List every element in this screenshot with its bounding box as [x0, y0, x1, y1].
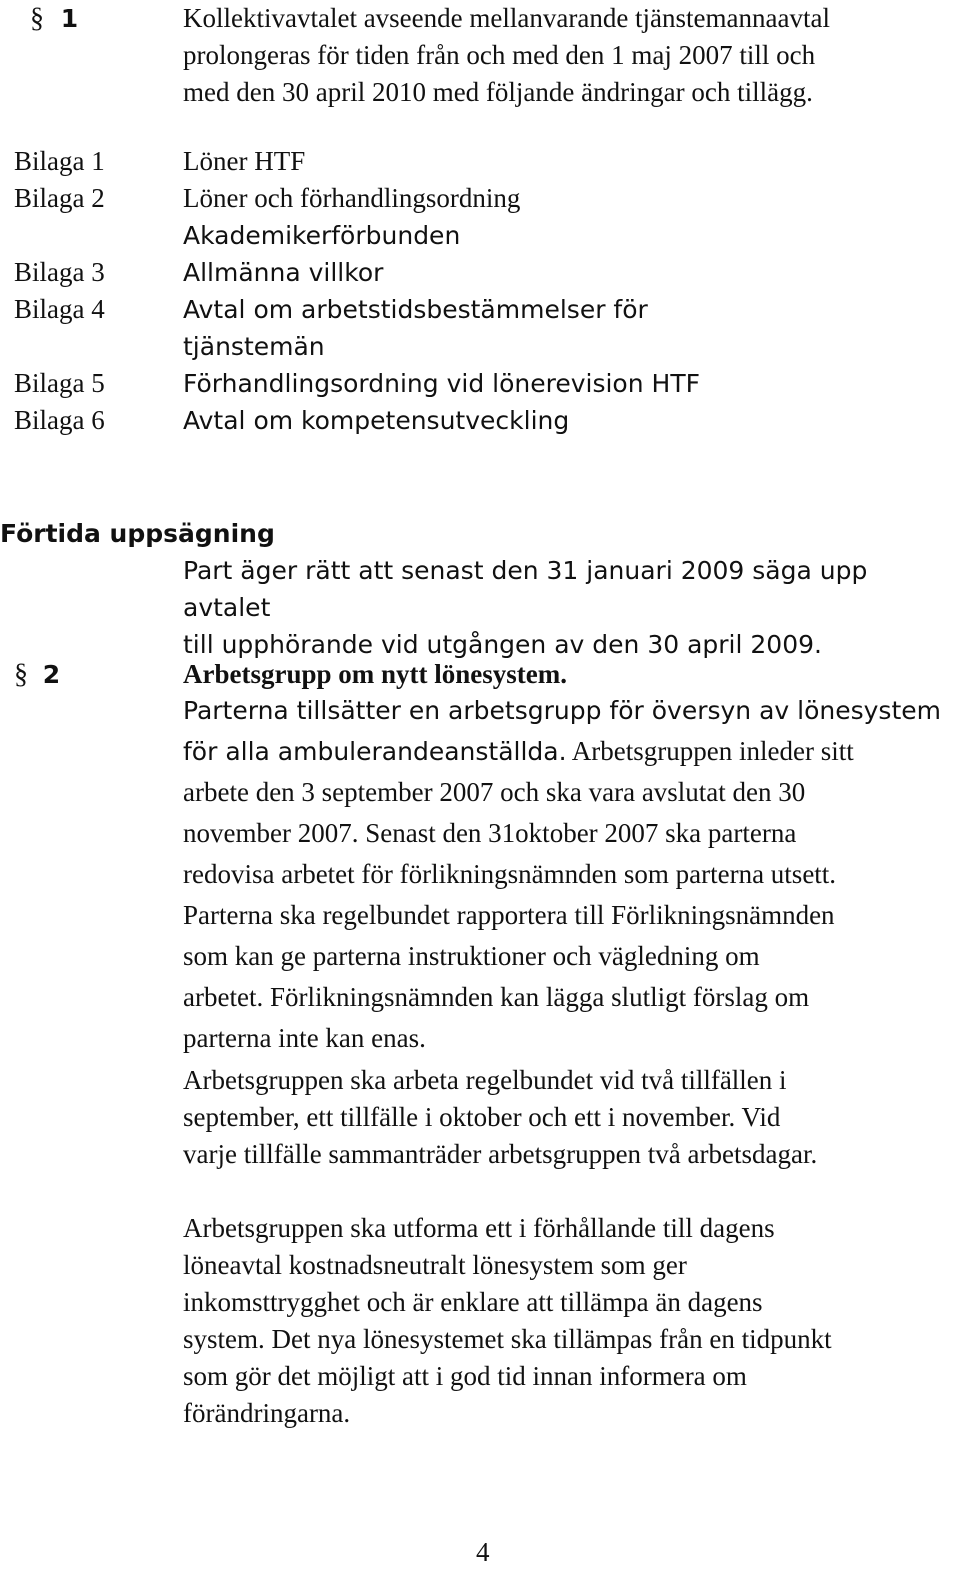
page-number: 4	[476, 1537, 490, 1567]
section-2-paragraph-3: Arbetsgruppen ska utforma ett i förhållande till dagens löneavtal kostnadsneutralt lönesystem som ger inkomsttrygghet och är enklare att tillämpa än dagens system. Det nya lönesystemet ska tillämpas från en tidpunkt som gör det möjligt att i god tid innan informera om förändringarna.	[183, 1213, 832, 1428]
section-sign: §	[30, 3, 44, 34]
section-1-marker	[30, 0, 78, 37]
section-2-paragraph-2: Arbetsgruppen ska arbeta regelbundet vid två tillfällen i september, ett tillfälle i oktober och ett i november. Vid varje tillfälle sammanträder arbetsgruppen två arbetsdagar.	[183, 1065, 818, 1169]
section-1-text: Kollektivavtalet avseende mellanvarande tjänstemannaavtal prolongeras för tiden från och med den 1 maj 2007 till och med den 30 april 2010 med följande ändringar och tillägg.	[183, 3, 830, 107]
appendix-titles-upper: Löner HTF Löner och förhandlingsordning	[183, 146, 521, 213]
early-termination-heading: Förtida uppsägning	[0, 519, 275, 548]
section-2-marker	[14, 656, 60, 693]
section-sign: §	[14, 659, 28, 690]
early-termination-text: Part äger rätt att senast den 31 januari 2009 säga upp avtalet till upphörande vid utgången av den 30 april 2009.	[183, 556, 868, 659]
paragraph-1-serif-part: Arbetsgruppen inleder sitt arbete den 3 september 2007 och ska vara avslutat den 30 november 2007. Senast den 31oktober 2007 ska parterna redovisa arbetet för förlikningsnämnden som parterna utsett. Parterna ska regelbundet rapportera till Förlikningsnämnden som kan ge parterna instruktioner och vägledning om arbetet. Förlikningsnämnden kan lägga slutligt förslag om parterna inte kan enas.	[183, 736, 854, 1053]
paragraph-1-sans-part: Parterna tillsätter en arbetsgrupp för översyn av lönesystem för alla ambulerandeanställda.	[183, 696, 941, 766]
appendix-labels: Bilaga 1 Bilaga 2 Bilaga 3 Bilaga 4 Bilaga 5 Bilaga 6	[14, 146, 105, 435]
section-number: 1	[60, 4, 79, 33]
section-2-heading: Arbetsgrupp om nytt lönesystem.	[183, 659, 567, 689]
appendix-titles-lower: Akademikerförbunden Allmänna villkor Avtal om arbetstidsbestämmelser för tjänstemän Förhandlingsordning vid lönerevision HTF Avtal om kompetensutveckling	[183, 221, 700, 435]
section-number: 2	[42, 660, 61, 689]
section-2-paragraph-1	[183, 692, 958, 1061]
